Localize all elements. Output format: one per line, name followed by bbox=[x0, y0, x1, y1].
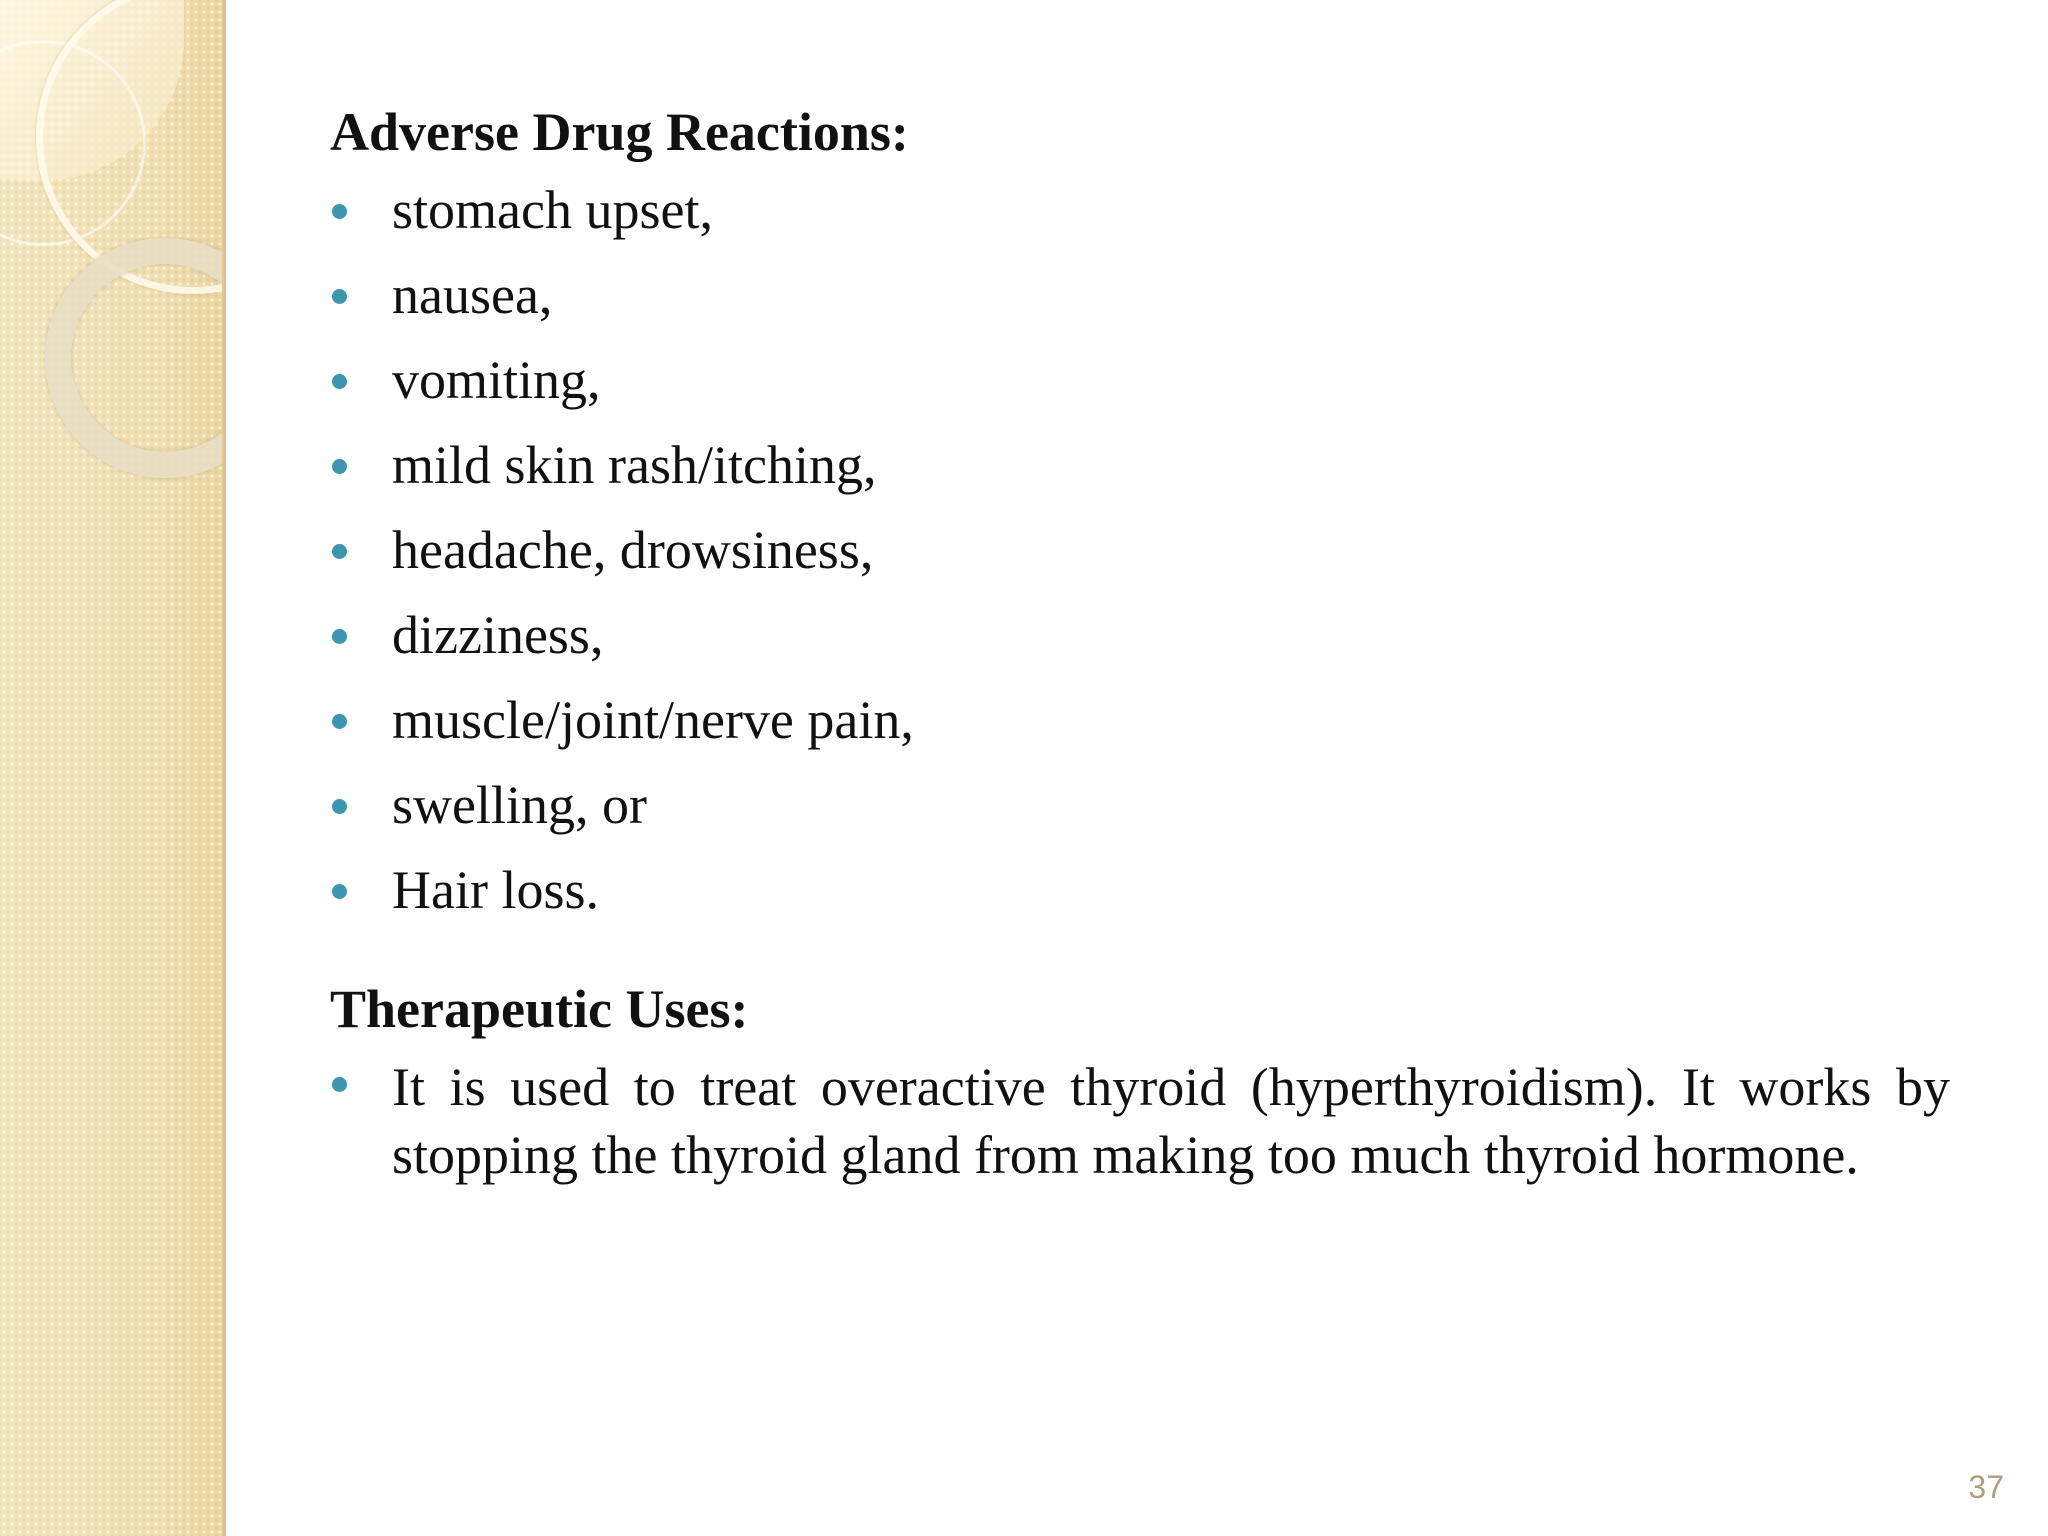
list-item-text: Hair loss. bbox=[392, 860, 599, 920]
bullet-icon bbox=[332, 799, 347, 814]
list-item bbox=[330, 763, 1950, 848]
list-item-text: mild skin rash/itching, bbox=[392, 435, 877, 495]
list-item bbox=[330, 423, 1950, 508]
list-item bbox=[330, 848, 1950, 933]
slide-content bbox=[330, 96, 1950, 1189]
list-item bbox=[330, 168, 1950, 253]
list-item-text: swelling, or bbox=[392, 775, 647, 835]
list-item bbox=[330, 1045, 1950, 1189]
bullet-icon bbox=[332, 289, 347, 304]
list-item bbox=[330, 338, 1950, 423]
list-item-text: vomiting, bbox=[392, 350, 601, 410]
therapeutic-uses-heading: Therapeutic Uses: bbox=[330, 979, 749, 1039]
list-item-text: It is used to treat overactive thyroid (hyperthyroidism). It works by stopping the thyroid gland from making too much thyroid hormone. bbox=[392, 1057, 1950, 1185]
decorative-ring bbox=[45, 238, 226, 478]
adverse-reactions-heading: Adverse Drug Reactions: bbox=[330, 102, 909, 162]
bullet-icon bbox=[332, 629, 347, 644]
list-item-text: stomach upset, bbox=[392, 180, 713, 240]
bullet-icon bbox=[332, 204, 347, 219]
list-item-text: muscle/joint/nerve pain, bbox=[392, 690, 914, 750]
strip-edge bbox=[222, 0, 226, 1536]
bullet-icon bbox=[332, 1077, 347, 1092]
decorative-side-strip bbox=[0, 0, 226, 1536]
list-item-text: nausea, bbox=[392, 265, 553, 325]
adverse-reactions-list bbox=[330, 168, 1950, 933]
bullet-icon bbox=[332, 459, 347, 474]
list-item-text: headache, drowsiness, bbox=[392, 520, 874, 580]
bullet-icon bbox=[332, 374, 347, 389]
bullet-icon bbox=[332, 884, 347, 899]
therapeutic-uses-list bbox=[330, 1045, 1950, 1189]
list-item bbox=[330, 508, 1950, 593]
list-item-text: dizziness, bbox=[392, 605, 604, 665]
page-number: 37 bbox=[1968, 1469, 2004, 1505]
bullet-icon bbox=[332, 714, 347, 729]
list-item bbox=[330, 253, 1950, 338]
list-item bbox=[330, 593, 1950, 678]
therapeutic-uses-section bbox=[330, 973, 1950, 1189]
list-item bbox=[330, 678, 1950, 763]
bullet-icon bbox=[332, 544, 347, 559]
